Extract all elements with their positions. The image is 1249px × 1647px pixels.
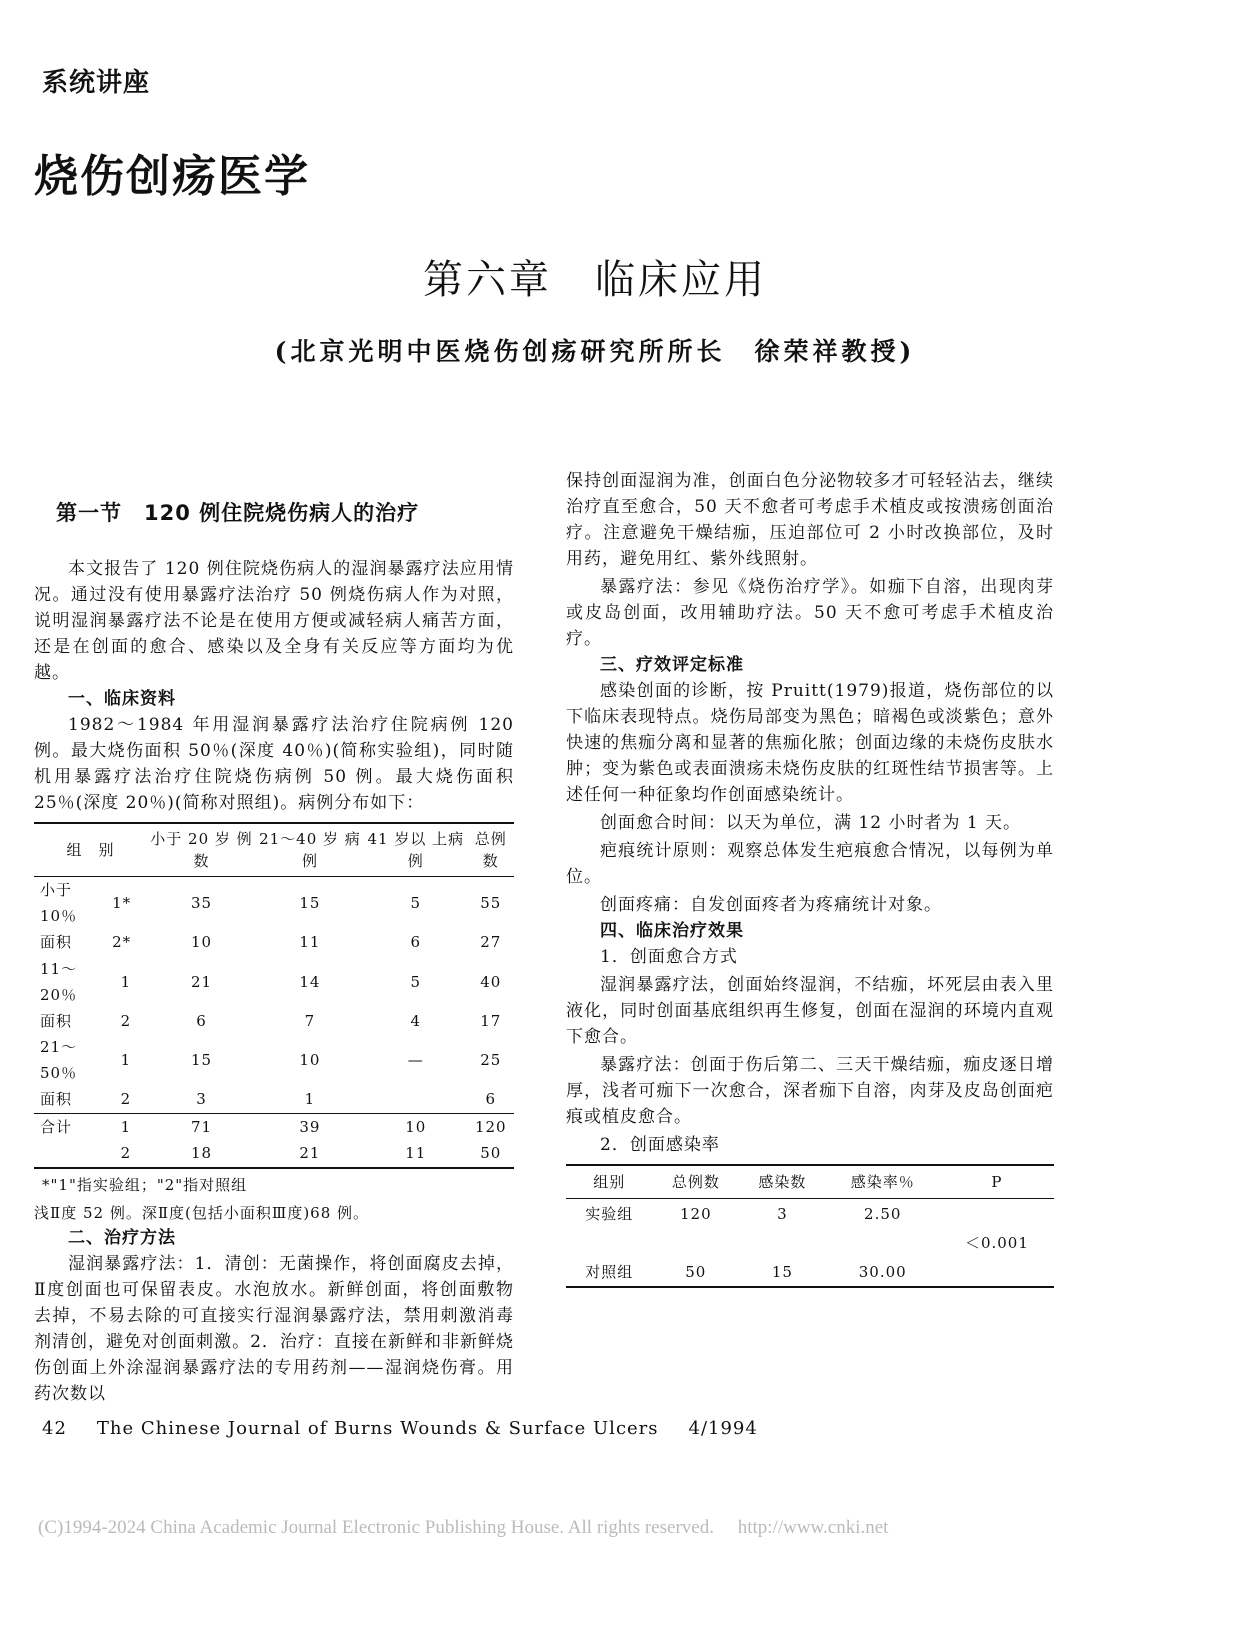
count-cell: 17: [480, 1011, 502, 1030]
subgroup-cell: 2: [120, 1090, 132, 1109]
pain-paragraph: 创面疼痛：自发创面疼者为疼痛统计对象。: [600, 895, 942, 915]
table-row: [34, 1008, 514, 1035]
heading-efficacy-criteria: 三、疗效评定标准: [600, 655, 744, 675]
table-row: [34, 1113, 514, 1140]
subheading-healing-mode: 1．创面愈合方式: [600, 947, 738, 967]
table-header-row: [34, 823, 514, 877]
table-row: [34, 1034, 514, 1086]
group-cell: 面积: [40, 1011, 73, 1030]
intro-paragraph: 本文报告了 120 例住院烧伤病人的湿润暴露疗法应用情况。通过没有使用暴露疗法治疗 50 例烧伤病人作为对照，说明湿润暴露疗法不论是在使用方便或减轻病人痛苦方面，还是在创面的愈合、感染以及全身有关反应等方面均为优越。: [34, 559, 514, 683]
moist-healing-paragraph: 湿润暴露疗法，创面始终湿润，不结痂，坏死层由表入里液化，同时创面基底组织再生修复，创面在湿润的环境内直观下愈合。: [566, 975, 1054, 1047]
table-row: [34, 956, 514, 1008]
infection-rate-table: [566, 1164, 1054, 1288]
header-21-40: 21～40 岁 病例: [256, 823, 364, 877]
count-cell: 71: [147, 1113, 256, 1140]
header-rate: 感染率％: [826, 1165, 940, 1199]
subgroup-cell: 1*: [112, 894, 132, 912]
count-cell: 27: [480, 933, 502, 952]
cell: 对照组: [585, 1262, 634, 1281]
count-cell: 10: [190, 933, 213, 952]
count-cell: 7: [304, 1011, 316, 1030]
count-cell: 25: [480, 1051, 502, 1069]
section-title: 第一节 120 例住院烧伤病人的治疗: [56, 501, 420, 525]
header-group: 组别: [566, 1165, 653, 1199]
group-cell: 面积: [40, 933, 73, 952]
page-footer: [42, 1418, 758, 1439]
count-cell: 39: [256, 1113, 364, 1140]
criteria-paragraph: 感染创面的诊断，按 Pruitt(1979)报道，烧伤部位的以下临床表现特点。烧伤局部变为黑色；暗褐色或淡紫色；意外快速的焦痂分离和显著的焦痂化脓；创面边缘的未烧伤皮肤水肿；变为紫色或表面溃疡未烧伤皮肤的红斑性结节损害等。上述任何一种征象均作创面感染统计。: [566, 681, 1054, 805]
method-paragraph: 湿润暴露疗法：1．清创：无菌操作，将创面腐皮去掉，Ⅱ度创面也可保留表皮。水泡放水。新鲜创面，将创面敷物去掉，不易去除的可直接实行湿润暴露疗法，禁用刺激消毒剂清创，避免对创面刺激。2．治疗：直接在新鲜和非新鲜烧伤创面上外涂湿润暴露疗法的专用药剂——湿润烧伤膏。用药次数以: [34, 1253, 514, 1404]
table-row: [34, 1140, 514, 1168]
heading-treatment-method: 二、治疗方法: [68, 1227, 176, 1248]
count-cell: 5: [410, 972, 422, 991]
depth-note: 浅Ⅱ度 52 例。深Ⅱ度(包括小面积Ⅲ度)68 例。: [34, 1203, 370, 1222]
cell: 2.50: [864, 1204, 902, 1223]
heading-clinical-data: 一、临床资料: [68, 689, 176, 709]
table-row: [34, 929, 514, 956]
cell: 120: [680, 1204, 712, 1223]
continued-paragraph: 保持创面湿润为准，创面白色分泌物较多才可轻轻沾去，继续治疗直至愈合，50 天不愈者可考虑手术植皮或按溃疡创面治疗。注意避免干燥结痂，压迫部位可 2 小时改换部位，及时用药，避免用红、紫外线照射。: [566, 471, 1054, 569]
copyright-notice: (C)1994-2024 China Academic Journal Electronic Publishing House. All rights reserved. http://www.cnki.net: [38, 1517, 889, 1538]
table-row: [566, 1228, 1054, 1257]
subgroup-cell: 1: [120, 972, 132, 991]
table-row: [566, 1257, 1054, 1287]
count-cell: 55: [480, 894, 502, 912]
chapter-text: 第六章 临床应用: [423, 257, 767, 303]
count-cell: 10: [364, 1113, 468, 1140]
count-cell: 11: [405, 1144, 427, 1163]
count-cell: 35: [190, 894, 213, 912]
count-cell: [364, 1086, 468, 1113]
heading-clinical-effect: 四、临床治疗效果: [600, 921, 744, 941]
header-under-20: 小于 20 岁 例数: [147, 823, 256, 877]
group-cell: 面积: [40, 1090, 73, 1109]
subheading-infection-rate: 2．创面感染率: [600, 1135, 720, 1155]
count-cell: 18: [190, 1144, 213, 1163]
count-cell: 21: [299, 1144, 321, 1163]
count-cell: 50: [480, 1144, 502, 1163]
issue: 4/1994: [688, 1418, 758, 1439]
count-cell: —: [407, 1051, 424, 1069]
healing-time-paragraph: 创面愈合时间：以天为单位，满 12 小时者为 1 天。: [600, 813, 1022, 833]
count-cell: 6: [196, 1011, 207, 1030]
group-cell: 21～50％: [40, 1038, 78, 1082]
header-total: 总例数: [468, 823, 514, 877]
page-number: 42: [42, 1418, 67, 1439]
cell: 50: [685, 1262, 707, 1281]
subgroup-cell: 2: [120, 1011, 132, 1030]
scar-paragraph: 疤痕统计原则：观察总体发生疤痕愈合情况，以每例为单位。: [566, 841, 1054, 887]
cell: 3: [777, 1204, 788, 1223]
count-cell: 21: [190, 972, 213, 991]
clinical-paragraph: 1982～1984 年用湿润暴露疗法治疗住院病例 120 例。最大烧伤面积 50％(深度 40％)(简称实验组)，同时随机用暴露疗法治疗住院烧伤病例 50 例。最大烧伤面积 25％(深度 20％)(简称对照组)。病例分布如下：: [34, 715, 514, 813]
case-distribution-table: [34, 822, 514, 1169]
count-cell: 120: [468, 1113, 514, 1140]
left-column: [34, 500, 514, 1407]
byline: [0, 332, 1100, 368]
cell: 15: [771, 1262, 793, 1281]
table-footnote: *"1"指实验组；"2"指对照组: [42, 1175, 248, 1194]
count-cell: 40: [480, 972, 502, 991]
header-total: 总例数: [653, 1165, 740, 1199]
header-infected: 感染数: [739, 1165, 826, 1199]
cell: 30.00: [858, 1262, 907, 1281]
count-cell: 11: [299, 933, 321, 952]
header-over-41: 41 岁以 上病例: [364, 823, 468, 877]
main-title: 烧伤创疡医学: [34, 151, 310, 202]
header-group: 组 别: [34, 823, 147, 877]
count-cell: 1: [304, 1090, 316, 1109]
series-label: 系统讲座: [42, 68, 151, 98]
count-cell: 15: [299, 894, 321, 912]
table-header-row: [566, 1165, 1054, 1199]
count-cell: 14: [299, 972, 321, 991]
count-cell: 3: [196, 1090, 207, 1109]
count-cell: 6: [410, 933, 422, 952]
subgroup-cell: 2: [120, 1144, 132, 1163]
subgroup-cell: 1: [120, 1051, 132, 1069]
subgroup-cell: 2*: [112, 933, 132, 952]
table-row: [34, 877, 514, 930]
count-cell: 5: [410, 894, 422, 912]
p-value: ＜0.001: [964, 1233, 1029, 1252]
group-cell: [34, 1140, 111, 1168]
byline-text: (北京光明中医烧伤创疡研究所所长 徐荣祥教授): [274, 337, 916, 366]
count-cell: 6: [485, 1090, 497, 1109]
group-cell: 合计: [34, 1113, 111, 1140]
chapter-title: [0, 248, 1100, 305]
exposure-healing-paragraph: 暴露疗法：创面于伤后第二、三天干燥结痂，痂皮逐日增厚，浅者可痂下一次愈合，深者痂下自溶，肉芽及皮岛创面疤痕或植皮愈合。: [566, 1055, 1054, 1127]
group-cell: 11～20％: [40, 959, 78, 1004]
table-row: [34, 1086, 514, 1113]
right-column: [566, 468, 1054, 1288]
table-row: [566, 1199, 1054, 1229]
subgroup-cell: 1: [111, 1113, 147, 1140]
count-cell: 15: [190, 1051, 213, 1069]
group-cell: 小于 10％: [40, 881, 78, 925]
count-cell: 4: [410, 1011, 422, 1030]
header-p: P: [940, 1165, 1054, 1199]
count-cell: 10: [299, 1051, 321, 1069]
journal-name: The Chinese Journal of Burns Wounds & Surface Ulcers: [96, 1418, 659, 1439]
cell: 实验组: [585, 1204, 634, 1223]
exposure-paragraph: 暴露疗法：参见《烧伤治疗学》。如痂下自溶，出现肉芽或皮岛创面，改用辅助疗法。50 天不愈可考虑手术植皮治疗。: [566, 577, 1054, 649]
